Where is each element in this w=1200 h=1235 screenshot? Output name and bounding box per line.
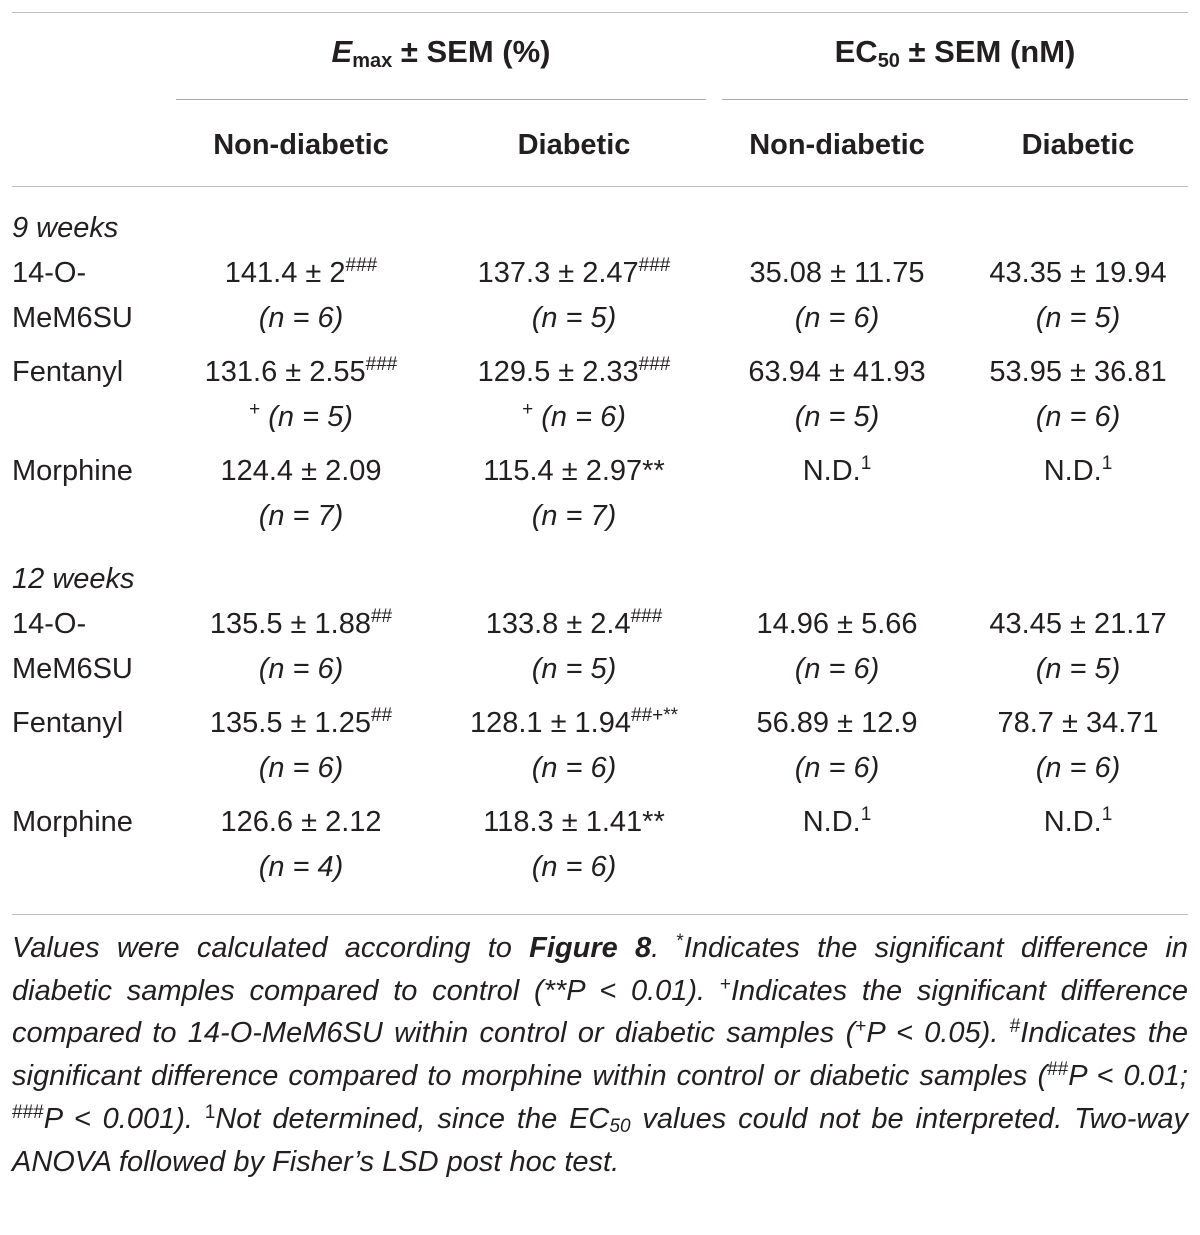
sample-size-cell	[440, 746, 708, 791]
value-text: 118.3 ± 1.41**	[483, 806, 665, 838]
value-cell	[440, 800, 708, 845]
sample-size-text: (n = 6)	[531, 851, 617, 883]
significance-marker: ##	[370, 705, 393, 726]
significance-marker: 1	[860, 804, 872, 825]
value-text: 126.6 ± 2.12	[220, 806, 382, 838]
sample-size-text: (n = 6)	[258, 302, 344, 334]
significance-marker: 1	[860, 453, 872, 474]
value-cell	[440, 449, 708, 494]
value-cell	[722, 800, 952, 845]
sample-size-cell	[440, 494, 708, 539]
sample-size-text: (n = 6)	[794, 302, 880, 334]
drug-name-continued: MeM6SU	[12, 653, 133, 685]
value-cell	[176, 701, 426, 746]
sample-size-cell	[962, 647, 1194, 692]
value-cell	[962, 251, 1194, 296]
ec50-subscript: 50	[877, 50, 900, 72]
footnote-text: Indicates the significant difference compared to 14-O-MeM6SU within control or diabetic samples (	[12, 974, 1189, 1050]
sample-size-cell	[176, 845, 426, 890]
ec50-symbol: EC	[834, 34, 878, 69]
sample-size-text: (n = 6)	[541, 401, 626, 433]
drug-name: Fentanyl	[12, 707, 124, 739]
value-text: 128.1 ± 1.94	[469, 707, 631, 739]
value-text: 78.7 ± 34.71	[997, 707, 1159, 739]
value-text: 137.3 ± 2.47	[477, 257, 639, 289]
footnote-text: Not determined, since the EC	[215, 1102, 610, 1135]
sample-size-text: (n = 5)	[531, 302, 617, 334]
drug-name: 14-O-	[12, 608, 87, 640]
value-text: 43.45 ± 21.17	[989, 608, 1167, 640]
value-text: 129.5 ± 2.33	[477, 356, 639, 388]
value-cell	[962, 602, 1194, 647]
sample-size-cell	[440, 647, 708, 692]
sample-size-cell	[962, 296, 1194, 341]
ec50-group-rule	[722, 99, 1188, 100]
section-label: 9 weeks	[12, 212, 119, 244]
value-text: 14.96 ± 5.66	[756, 608, 918, 640]
value-cell	[176, 602, 426, 647]
value-cell	[440, 701, 708, 746]
value-cell	[962, 449, 1194, 494]
header-bottom-rule	[12, 186, 1188, 187]
value-cell	[962, 701, 1194, 746]
footnote-text: P < 0.001).	[43, 1102, 205, 1135]
ec50-header-text: ± SEM (nM)	[899, 34, 1076, 69]
significance-marker: ###	[638, 255, 671, 276]
significance-marker: +	[249, 399, 261, 420]
emax-header	[176, 34, 706, 70]
emax-subscript: max	[352, 50, 393, 72]
sample-size-text: (n = 5)	[794, 401, 880, 433]
value-text: N.D.	[802, 806, 861, 838]
sample-size-cell	[440, 395, 708, 440]
value-text: 124.4 ± 2.09	[220, 455, 382, 487]
footnote-text: Indicates the significant difference in diabetic samples compared to control (**P < 0.01).	[12, 932, 1189, 1007]
significance-marker: ###	[345, 255, 378, 276]
value-text: N.D.	[802, 455, 861, 487]
significance-marker: +	[522, 399, 534, 420]
footnote-text: .	[651, 932, 677, 964]
footnote-text: P < 0.01;	[1068, 1060, 1188, 1093]
drug-name: Fentanyl	[12, 356, 124, 388]
value-cell	[176, 350, 426, 395]
sample-size-text: (n = 6)	[258, 653, 344, 685]
drug-name: 14-O-	[12, 257, 87, 289]
footnote-text: P < 0.05).	[866, 1017, 1010, 1050]
footnote-symbol: *	[676, 931, 684, 952]
value-cell	[962, 350, 1194, 395]
value-cell	[722, 602, 952, 647]
emax-header-text: ± SEM (%)	[392, 34, 551, 69]
significance-marker: ###	[630, 606, 663, 627]
sample-size-text: (n = 5)	[531, 653, 617, 685]
value-text: 131.6 ± 2.55	[204, 356, 366, 388]
subheader-ec50-non-diabetic: Non-diabetic	[749, 129, 925, 161]
footnote-symbol: #	[1009, 1016, 1021, 1038]
sample-size-cell	[440, 296, 708, 341]
sample-size-text: (n = 6)	[1035, 401, 1121, 433]
sample-size-cell	[176, 296, 426, 341]
subheader-emax-non-diabetic: Non-diabetic	[213, 129, 389, 161]
value-cell	[440, 251, 708, 296]
sample-size-cell	[962, 746, 1194, 791]
table-footnote	[12, 927, 1188, 1183]
value-text: N.D.	[1043, 455, 1102, 487]
sample-size-cell	[722, 395, 952, 440]
sample-size-cell	[176, 647, 426, 692]
significance-marker: ##	[370, 606, 393, 627]
emax-symbol: E	[331, 34, 353, 69]
subheader-emax-diabetic: Diabetic	[517, 129, 631, 161]
value-cell	[962, 800, 1194, 845]
sample-size-cell	[722, 296, 952, 341]
sample-size-cell	[176, 395, 426, 440]
value-text: 135.5 ± 1.88	[209, 608, 371, 640]
sample-size-text: (n = 4)	[258, 851, 344, 883]
sample-size-text: (n = 7)	[531, 500, 617, 532]
value-text: 56.89 ± 12.9	[756, 707, 918, 739]
significance-marker: 1	[1101, 453, 1113, 474]
footnote-symbol: ###	[12, 1101, 44, 1123]
value-cell	[722, 449, 952, 494]
value-cell	[722, 701, 952, 746]
emax-group-rule	[176, 99, 706, 100]
sample-size-cell	[962, 395, 1194, 440]
significance-marker: ###	[638, 354, 671, 375]
footnote-symbol: +	[855, 1016, 867, 1038]
footnote-subscript: 50	[609, 1115, 631, 1137]
subheader-ec50-diabetic: Diabetic	[1021, 129, 1135, 161]
drug-name: Morphine	[12, 455, 133, 487]
value-text: 53.95 ± 36.81	[989, 356, 1167, 388]
value-text: 135.5 ± 1.25	[209, 707, 371, 739]
value-cell	[440, 602, 708, 647]
value-text: 35.08 ± 11.75	[749, 257, 925, 289]
value-text: 115.4 ± 2.97**	[483, 455, 665, 487]
table-bottom-rule	[12, 914, 1188, 915]
footnote-symbol: 1	[204, 1101, 216, 1123]
value-cell	[176, 251, 426, 296]
ec50-header	[722, 34, 1188, 70]
sample-size-text: (n = 6)	[794, 752, 880, 784]
sample-size-text: (n = 5)	[1035, 302, 1121, 334]
top-rule	[12, 12, 1188, 13]
footnote-symbol: +	[719, 973, 731, 995]
sample-size-text: (n = 7)	[258, 500, 344, 532]
sample-size-cell	[722, 746, 952, 791]
footnote-text: values could not be interpreted. Two-way ANOVA followed by Fisher’s LSD post hoc test.	[12, 1102, 1188, 1178]
sample-size-text: (n = 6)	[1035, 752, 1121, 784]
value-cell	[722, 350, 952, 395]
sample-size-text: (n = 5)	[268, 401, 353, 433]
sample-size-cell	[722, 647, 952, 692]
value-cell	[176, 449, 426, 494]
value-cell	[440, 350, 708, 395]
section-label: 12 weeks	[12, 563, 135, 595]
footnote-text: Values were calculated according to	[12, 932, 530, 964]
sample-size-cell	[176, 494, 426, 539]
value-text: 133.8 ± 2.4	[485, 608, 631, 640]
significance-marker: ##+**	[631, 705, 679, 726]
sample-size-cell	[440, 845, 708, 890]
value-cell	[722, 251, 952, 296]
sample-size-text: (n = 5)	[1035, 653, 1121, 685]
value-text: 141.4 ± 2	[224, 257, 346, 289]
value-text: 43.35 ± 19.94	[989, 257, 1167, 289]
sample-size-cell	[176, 746, 426, 791]
drug-name: Morphine	[12, 806, 133, 838]
value-text: N.D.	[1043, 806, 1102, 838]
value-cell	[176, 800, 426, 845]
sample-size-text: (n = 6)	[531, 752, 617, 784]
significance-marker: 1	[1101, 804, 1113, 825]
footnote-symbol: ##	[1047, 1059, 1069, 1081]
footnote-text: Indicates the significant difference compared to morphine within control or diabetic samples (	[12, 1017, 1189, 1093]
value-text: 63.94 ± 41.93	[748, 356, 926, 388]
sample-size-text: (n = 6)	[794, 653, 880, 685]
drug-name-continued: MeM6SU	[12, 302, 133, 334]
sample-size-text: (n = 6)	[258, 752, 344, 784]
figure-reference: Figure 8	[529, 932, 652, 964]
significance-marker: ###	[365, 354, 398, 375]
